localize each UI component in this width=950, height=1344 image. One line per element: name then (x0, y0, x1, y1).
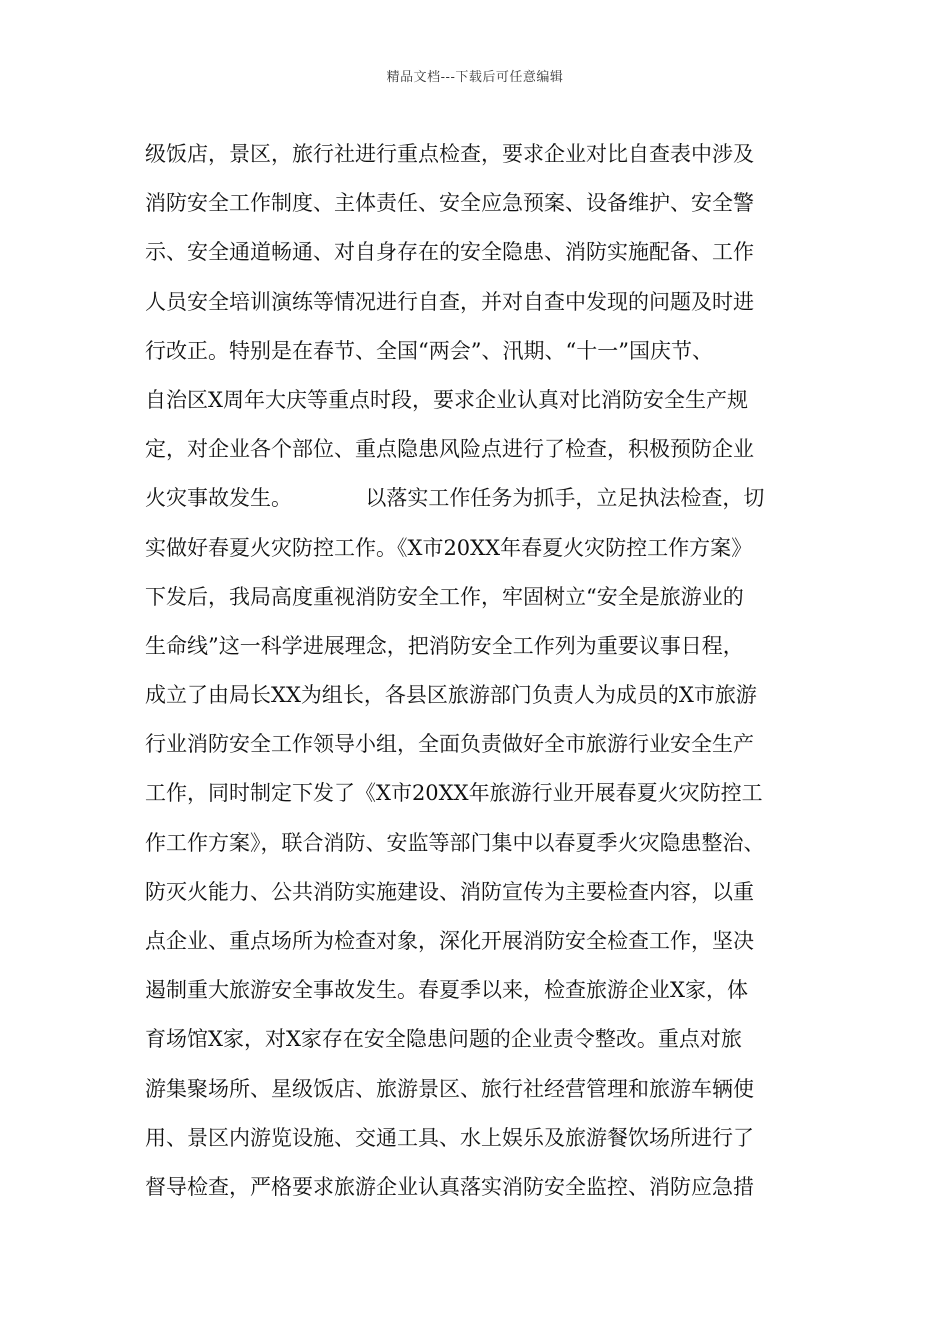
text-line: 成立了由局长XX为组长，各县区旅游部门负责人为成员的X市旅游 (145, 683, 757, 708)
text-line: 自治区X周年大庆等重点时段，要求企业认真对比消防安全生产规 (145, 387, 748, 412)
body-text (145, 130, 810, 1212)
text-line: 作工作方案》，联合消防、安监等部门集中以春夏季火灾隐患整治、 (145, 830, 765, 855)
text-line: 防灭火能力、公共消防实施建设、消防宣传为主要检查内容，以重 (145, 879, 754, 904)
text-line: 遏制重大旅游安全事故发生。春夏季以来，检查旅游企业X家，体 (145, 978, 748, 1003)
text-line: 督导检查，严格要求旅游企业认真落实消防安全监控、消防应急措 (145, 1174, 754, 1199)
text-line: 级饭店，景区，旅行社进行重点检查，要求企业对比自查表中涉及 (145, 142, 754, 166)
text-line: 消防安全工作制度、主体责任、安全应急预案、设备维护、安全警 (145, 191, 754, 216)
text-line: 生命线”这一科学进展理念，把消防安全工作列为重要议事日程， (145, 633, 744, 658)
text-line: 人员安全培训演练等情况进行自查，并对自查中发现的问题及时进 (145, 289, 754, 314)
text-line: 示、安全通道畅通、对自身存在的安全隐患、消防实施配备、工作 (145, 240, 754, 265)
text-line: 工作，同时制定下发了《X市20XX年旅游行业开展春夏火灾防控工 (145, 781, 763, 806)
text-line: 火灾事故发生。 以落实工作任务为抓手，立足执法检查，切 (145, 486, 765, 511)
text-line: 游集聚场所、星级饭店、旅游景区、旅行社经营管理和旅游车辆使 (145, 1076, 754, 1101)
text-line: 用、景区内游览设施、交通工具、水上娱乐及旅游餐饮场所进行了 (145, 1125, 754, 1150)
text-line: 点企业、重点场所为检查对象，深化开展消防安全检查工作，坚决 (145, 929, 754, 953)
text-line: 实做好春夏火灾防控工作。《X市20XX年春夏火灾防控工作方案》 (145, 535, 753, 560)
text-line: 行业消防安全工作领导小组，全面负责做好全市旅游行业安全生产 (145, 732, 754, 757)
page-header: 精品文档---下载后可任意编辑 (386, 70, 564, 85)
text-line: 定，对企业各个部位、重点隐患风险点进行了检查，积极预防企业 (145, 437, 754, 462)
text-line: 下发后，我局高度重视消防安全工作，牢固树立“安全是旅游业的 (145, 584, 744, 609)
text-line: 育场馆X家，对X家存在安全隐患问题的企业责令整改。重点对旅 (145, 1027, 742, 1052)
text-line: 行改正。特别是在春节、全国“两会”、汛期、“十一”国庆节、 (145, 338, 713, 363)
